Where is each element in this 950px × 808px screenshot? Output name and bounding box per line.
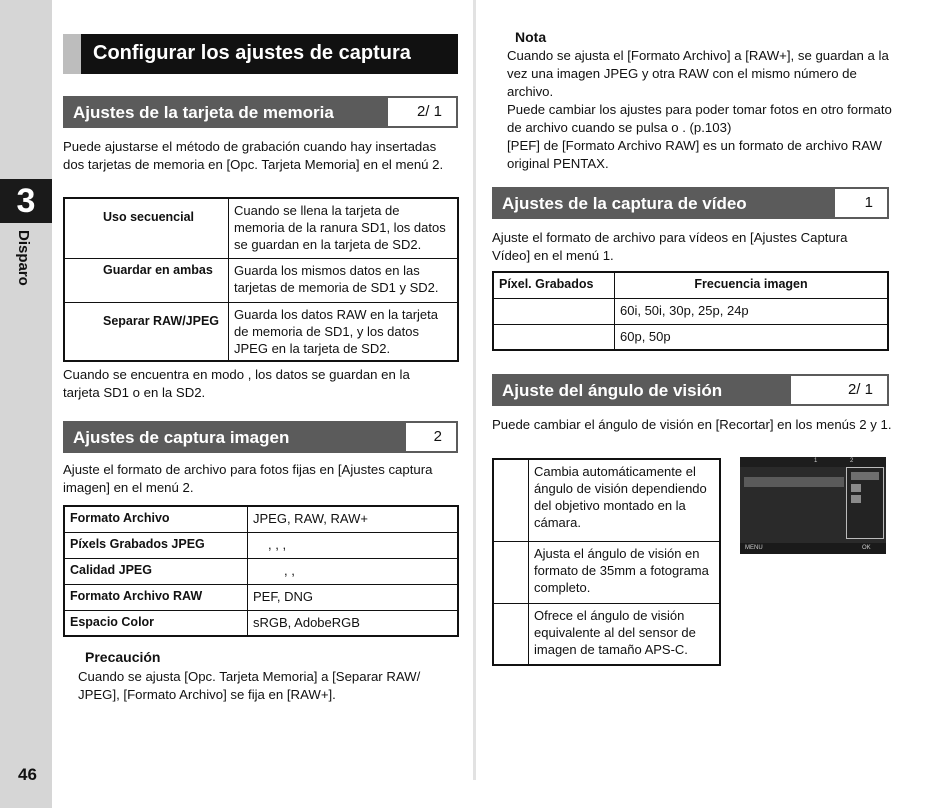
- option-desc: Cuando se llena la tarjeta de memoria de la ranura SD1, los datos se guardan en la tarjeta de SD2.: [229, 198, 459, 258]
- option-icon-cell: [493, 459, 529, 541]
- menu-key-label: MENU: [745, 545, 763, 551]
- pixel-value: [493, 324, 615, 350]
- page-title-bar: [63, 34, 458, 74]
- setting-name: Formato Archivo RAW: [64, 584, 248, 610]
- setting-value: sRGB, AdobeRGB: [248, 610, 459, 636]
- setting-value: , , ,: [248, 532, 459, 558]
- section-header-video: [492, 187, 889, 219]
- crop-option-auto: [851, 472, 879, 480]
- note-body: [507, 47, 892, 173]
- table-row: [64, 558, 458, 584]
- table-row: [493, 541, 720, 603]
- setting-name: Espacio Color: [64, 610, 248, 636]
- table-row: [64, 610, 458, 636]
- page-number: 46: [18, 765, 37, 784]
- menu-reference: 2/ 1: [388, 98, 456, 126]
- note-text-3: [PEF] de [Formato Archivo RAW] es un formato de archivo RAW original PENTAX.: [507, 138, 882, 171]
- angle-intro: Puede cambiar el ángulo de visión en [Recortar] en los menús 2 y 1.: [492, 417, 892, 432]
- crop-options-panel: [846, 467, 884, 539]
- section-title: Ajustes de captura imagen: [73, 428, 290, 447]
- menu-highlight-row: [744, 477, 844, 487]
- crop-option-apsc: [851, 495, 861, 503]
- table-row: [64, 584, 458, 610]
- section-title: Ajustes de la tarjeta de memoria: [73, 103, 334, 122]
- section-title: Ajuste del ángulo de visión: [502, 381, 723, 400]
- option-name: Guardar en ambas: [64, 258, 229, 302]
- setting-name: Píxels Grabados JPEG: [64, 532, 248, 558]
- note-text-1: Cuando se ajusta el [Formato Archivo] a [RAW+], se guardan a la vez una imagen JPEG y otra RAW con el mismo número de archivo.: [507, 48, 889, 99]
- ok-key-label: OK: [862, 545, 871, 551]
- option-name: Separar RAW/JPEG: [64, 302, 229, 361]
- image-options-table: [63, 505, 459, 637]
- menu-tab-2: 2: [850, 458, 854, 464]
- section-header-card: [63, 96, 458, 128]
- option-desc: Ajusta el ángulo de visión en formato de 35mm a fotograma completo.: [529, 541, 721, 603]
- caution-title: Precaución: [85, 649, 161, 665]
- table-header-row: [493, 272, 888, 298]
- setting-name: Formato Archivo: [64, 506, 248, 532]
- caution-text: Cuando se ajusta [Opc. Tarjeta Memoria] a [Separar RAW/ JPEG], [Formato Archivo] se fija en [RAW+].: [78, 669, 421, 702]
- option-icon-cell: [493, 603, 529, 665]
- title-accent: [63, 34, 81, 74]
- video-intro: Ajuste el formato de archivo para vídeos en [Ajustes Captura Vídeo] en el menú 1.: [492, 230, 848, 263]
- menu-reference: 2/ 1: [791, 376, 887, 404]
- image-intro: Ajuste el formato de archivo para fotos fijas en [Ajustes captura imagen] en el menú 2.: [63, 462, 433, 495]
- table-row: [64, 198, 458, 258]
- setting-name: Calidad JPEG: [64, 558, 248, 584]
- setting-value: PEF, DNG: [248, 584, 459, 610]
- table-row: [64, 302, 458, 361]
- pixel-value: [493, 298, 615, 324]
- option-desc: Guarda los datos RAW en la tarjeta de memoria de SD1, y los datos JPEG en la tarjeta de SD2.: [229, 302, 459, 361]
- setting-value: JPEG, RAW, RAW+: [248, 506, 459, 532]
- camera-menu-screenshot: [740, 457, 886, 554]
- option-icon-cell: [493, 541, 529, 603]
- column-divider: [473, 0, 476, 780]
- chapter-sidebar: [0, 0, 52, 808]
- table-row: [493, 603, 720, 665]
- table-row: [493, 459, 720, 541]
- rate-value: 60p, 50p: [615, 324, 889, 350]
- table-row: [493, 324, 888, 350]
- page-title: Configurar los ajustes de captura: [93, 42, 411, 64]
- option-name: Uso secuencial: [64, 198, 229, 258]
- video-options-table: [492, 271, 889, 351]
- card-options-table: [63, 197, 459, 362]
- option-desc: Ofrece el ángulo de visión equivalente al del sensor de imagen de tamaño APS-C.: [529, 603, 721, 665]
- setting-value: , ,: [248, 558, 459, 584]
- note-text-2: Puede cambiar los ajustes para poder tomar fotos en otro formato de archivo cuando se pulsa o . (p.103): [507, 102, 892, 135]
- angle-options-table: [492, 458, 721, 666]
- column-header: Frecuencia imagen: [615, 272, 889, 298]
- column-header: Píxel. Grabados: [493, 272, 615, 298]
- table-row: [64, 532, 458, 558]
- card-after-note: Cuando se encuentra en modo , los datos se guardan en la tarjeta SD1 o en la SD2.: [63, 367, 410, 400]
- card-intro: Puede ajustarse el método de grabación cuando hay insertadas dos tarjetas de memoria en [Opc. Tarjeta Memoria] en el menú 2.: [63, 139, 444, 172]
- table-row: [64, 258, 458, 302]
- chapter-label-container: [6, 230, 46, 290]
- section-title: Ajustes de la captura de vídeo: [502, 194, 747, 213]
- rate-value: 60i, 50i, 30p, 25p, 24p: [615, 298, 889, 324]
- table-row: [493, 298, 888, 324]
- menu-reference: 2: [406, 423, 456, 451]
- option-desc: Cambia automáticamente el ángulo de visión dependiendo del objetivo montado en la cámara.: [529, 459, 721, 541]
- menu-tab-1: 1: [814, 458, 818, 464]
- chapter-number: 3: [0, 179, 52, 223]
- crop-option-ff: [851, 484, 861, 492]
- section-header-image: [63, 421, 458, 453]
- option-desc: Guarda los mismos datos en las tarjetas de memoria de SD1 y SD2.: [229, 258, 459, 302]
- menu-reference: 1: [835, 189, 887, 217]
- menu-tab-bar: [740, 457, 886, 467]
- note-title: Nota: [515, 29, 547, 45]
- table-row: [64, 506, 458, 532]
- section-header-angle: [492, 374, 889, 406]
- chapter-label: Disparo: [15, 230, 32, 286]
